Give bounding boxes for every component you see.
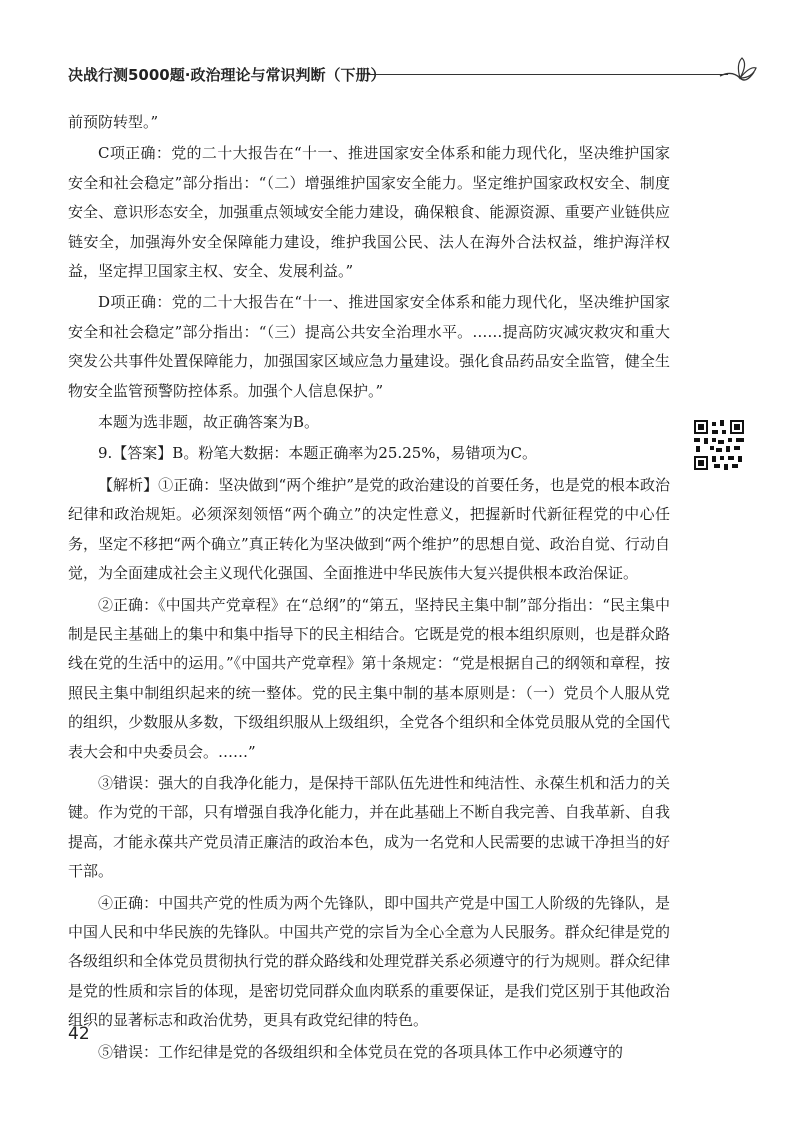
header-title: 决战行测5000题·政治理论与常识判断（下册）: [68, 66, 386, 84]
paragraph: ②正确：《中国共产党章程》在“总纲”的“第五，坚持民主集中制”部分指出：“民主集中制是民主基础上的集中和集中指导下的民主相结合。它既是党的根本组织原则，也是群众路线在党的生活中的运用。”《中国共产党章程》第十条规定：“党是根据自己的纲领和章程，按照民主集中制组织起来的统一整体。党的民主集中制的基本原则是：（一）党员个人服从党的组织，少数服从多数，下级组织服从上级组织，全党各个组织和全体党员服从党的全国代表大会和中央委员会。……”: [68, 595, 670, 761]
qr-code-icon[interactable]: [694, 420, 744, 470]
paragraph: ⑤错误：工作纪律是党的各级组织和全体党员在党的各项具体工作中必须遵守的: [98, 1042, 624, 1061]
page-header: [68, 62, 758, 92]
paragraph: 前预防转型。”: [68, 113, 159, 131]
header-rule: [368, 74, 728, 75]
paragraph: C项正确：党的二十大报告在“十一、推进国家安全体系和能力现代化，坚决维护国家安全和社会稳定”部分指出：“（二）增强维护国家安全能力。坚定维护国家政权安全、制度安全、意识形态安全，加强重点领域安全能力建设，确保粮食、能源资源、重要产业链供应链安全，加强海外安全保障能力建设，维护我国公民、法人在海外合法权益，维护海洋权益，坚定捍卫国家主权、安全、发展利益。”: [68, 144, 670, 281]
page-number: 42: [68, 1024, 90, 1044]
paragraph: 9.【答案】B。粉笔大数据：本题正确率为25.25%，易错项为C。: [98, 444, 538, 463]
paragraph: ③错误：强大的自我净化能力，是保持干部队伍先进性和纯洁性、永葆生机和活力的关键。作为党的干部，只有增强自我净化能力，并在此基础上不断自我完善、自我革新、自我提高，才能永葆共产党员清正廉洁的政治本色，成为一名党和人民需要的忠诚干净担当的好干部。: [68, 773, 670, 881]
leaf-decoration-icon: [718, 54, 758, 88]
paragraph: ④正确：中国共产党的性质为两个先锋队，即中国共产党是中国工人阶级的先锋队，是中国人民和中华民族的先锋队。中国共产党的宗旨为全心全意为人民服务。群众纪律是党的各级组织和全体党员贯彻执行党的群众路线和处理党群关系必须遵守的行为规则。群众纪律是党的性质和宗旨的体现，是密切党同群众血肉联系的重要保证，是我们党区别于其他政治组织的显著标志和政治优势，更具有政党纪律的特色。: [68, 893, 670, 1030]
page-body: [68, 108, 670, 1069]
paragraph: D项正确：党的二十大报告在“十一、推进国家安全体系和能力现代化，坚决维护国家安全和社会稳定”部分指出：“（三）提高公共安全治理水平。……提高防灾减灾救灾和重大突发公共事件处置保障能力，加强国家区域应急力量建设。强化食品药品安全监管，健全生物安全监管预警防控体系。加强个人信息保护。”: [68, 293, 670, 400]
paragraph: 【解析】①正确：坚决做到“两个维护”是党的政治建设的首要任务，也是党的根本政治纪律和政治规矩。必须深刻领悟“两个确立”的决定性意义，把握新时代新征程党的中心任务，坚定不移把“两个确立”真正转化为坚决做到“两个维护”的思想自觉、政治自觉、行动自觉，为全面建成社会主义现代化强国、全面推进中华民族伟大复兴提供根本政治保证。: [68, 475, 670, 583]
paragraph: 本题为选非题，故正确答案为B。: [98, 413, 320, 432]
